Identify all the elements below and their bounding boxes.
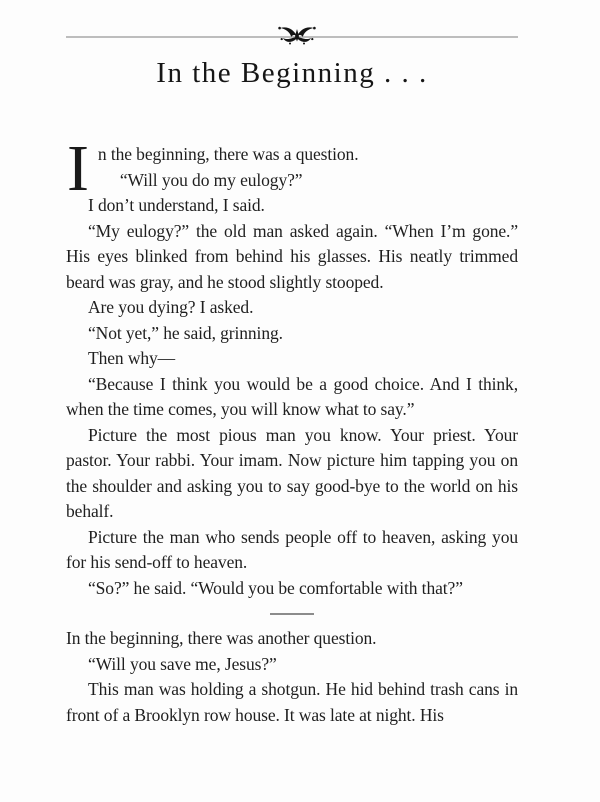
- text-section: [66, 132, 518, 601]
- section-divider: [270, 613, 314, 615]
- paragraph: Are you dying? I asked.: [88, 297, 254, 317]
- drop-cap: I: [67, 132, 89, 205]
- paragraph: Picture the most pious man you know. Your priest. Your pastor. Your rabbi. Your imam. Now picture him tapping you on the shoulder and asking you to say good-bye to the world on his behalf.: [66, 424, 518, 521]
- text-block: [66, 36, 518, 728]
- paragraph: “Not yet,” he said, grinning.: [88, 322, 283, 343]
- chapter-title: In the Beginning . . .: [156, 57, 428, 89]
- fleuron-icon: [277, 23, 317, 49]
- paragraph: “My eulogy?” the old man asked again. “When I’m gone.” His eyes blinked from behind his glasses. His neatly trimmed beard was gray, and he stood slightly stooped.: [66, 220, 518, 292]
- paragraph: This man was holding a shotgun. He hid behind trash cans in front of a Brooklyn row house. It was late at night. His: [66, 679, 518, 725]
- chapter-head-rule: [66, 36, 518, 38]
- paragraph: I don’t understand, I said.: [88, 195, 265, 215]
- paragraph: “So?” he said. “Would you be comfortable with that?”: [88, 577, 463, 598]
- paragraph: In the beginning, there was another question.: [66, 628, 377, 648]
- body-text: [66, 132, 518, 728]
- paragraph: “Because I think you would be a good choice. And I think, when the time comes, you will know what to say.”: [66, 373, 518, 419]
- text-section: [66, 626, 518, 728]
- paragraph: Picture the man who sends people off to heaven, asking you for his send-off to heaven.: [66, 526, 518, 572]
- paragraph: “Will you do my eulogy?”: [119, 169, 303, 190]
- paragraph: “Will you save me, Jesus?”: [88, 653, 277, 674]
- paragraph: Then why—: [88, 348, 176, 368]
- paragraph: In the beginning, there was a question.: [67, 132, 359, 205]
